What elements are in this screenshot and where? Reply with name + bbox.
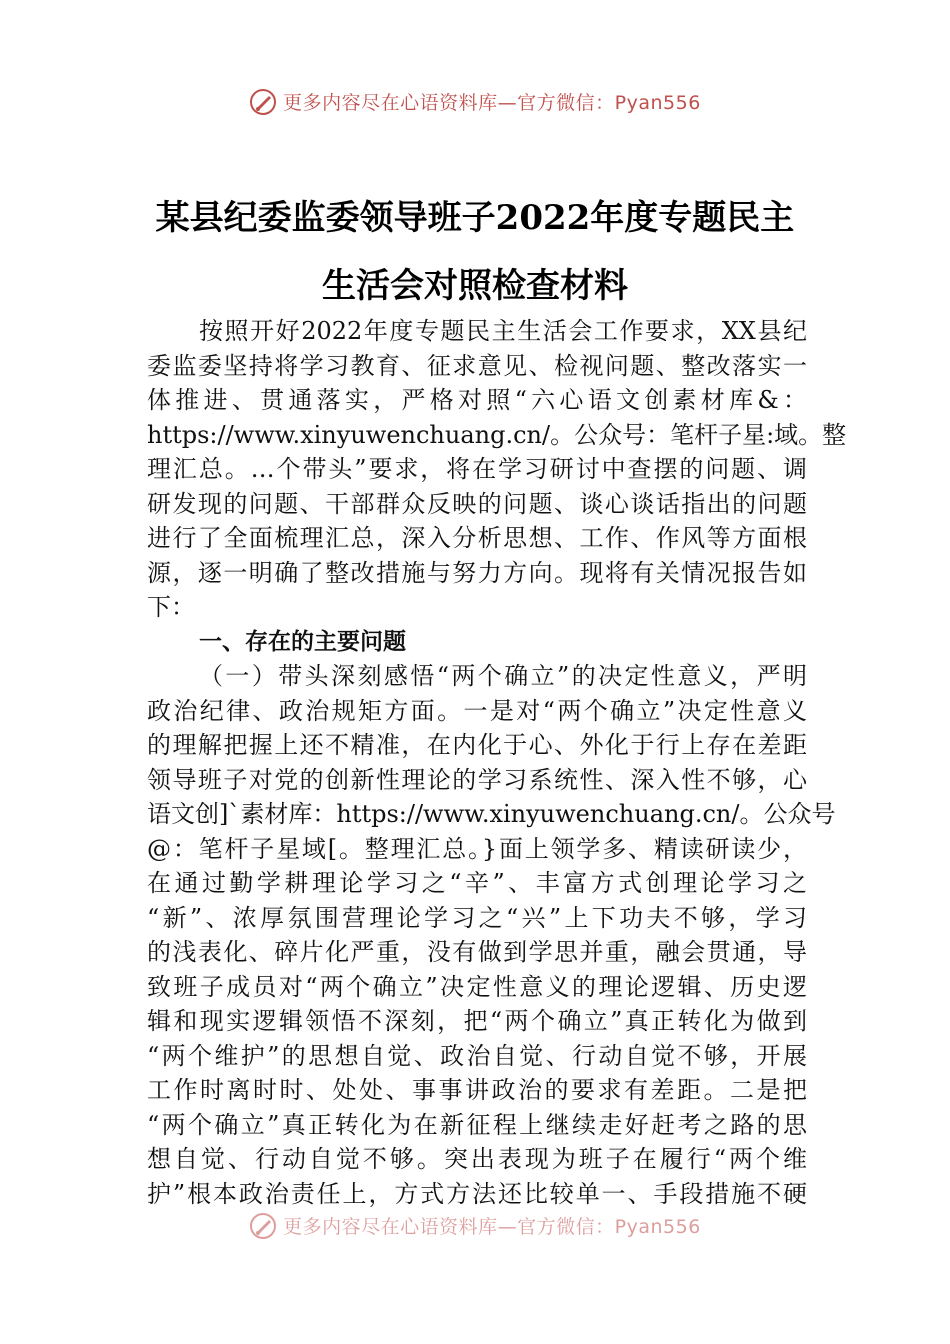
intro-line: 理汇总。…个带头”要求，将在学习研讨中查摆的问题、调 xyxy=(147,455,807,483)
section-line: “新”、浓厚氛围营理论学习之“兴”上下功夫不够，学习 xyxy=(147,903,807,932)
pen-logo-icon xyxy=(249,1212,277,1240)
header-watermark-text: 更多内容尽在心语资料库—官方微信：Pyan556 xyxy=(283,92,701,114)
document-title-line-1: 某县纪委监委领导班子2022年度专题民主 xyxy=(155,198,795,238)
section-line: 语文创]`素材库：https://www.xinyuwenchuang.cn/。公众号 xyxy=(147,800,836,828)
section-line: @：笔杆子星域[。整理汇总。}面上领学多、精读研读少， xyxy=(147,834,807,863)
intro-line: 进行了全面梳理汇总，深入分析思想、工作、作风等方面根 xyxy=(147,524,807,552)
section-line: （一）带头深刻感悟“两个确立”的决定性意义，严明 xyxy=(199,662,807,690)
section-line: 的浅表化、碎片化严重，没有做到学思并重，融会贯通，导 xyxy=(147,938,807,966)
section-line: 护”根本政治责任上，方式方法还比较单一、手段措施不硬 xyxy=(147,1179,807,1208)
section-line: “两个确立”真正转化为在新征程上继续走好赶考之路的思 xyxy=(147,1110,807,1139)
section-heading: 一、存在的主要问题 xyxy=(199,628,406,655)
section-line: 辑和现实逻辑领悟不深刻，把“两个确立”真正转化为做到 xyxy=(147,1007,807,1035)
section-line: 想自觉、行动自觉不够。突出表现为班子在履行“两个维 xyxy=(147,1145,807,1173)
section-line: “两个维护”的思想自觉、政治自觉、行动自觉不够，开展 xyxy=(147,1041,807,1070)
document-body xyxy=(147,314,847,1211)
footer-watermark-text: 更多内容尽在心语资料库—官方微信：Pyan556 xyxy=(283,1216,701,1238)
section-line: 领导班子对党的创新性理论的学习系统性、深入性不够，心 xyxy=(147,765,807,794)
document-title-line-2: 生活会对照检查材料 xyxy=(322,266,628,306)
section-line: 的理解把握上还不精准，在内化于心、外化于行上存在差距 xyxy=(147,731,807,759)
section-line: 工作时离时时、处处、事事讲政治的要求有差距。二是把 xyxy=(147,1076,807,1104)
intro-line: https://www.xinyuwenchuang.cn/。公众号：笔杆子星:域。整 xyxy=(147,420,847,449)
intro-line: 体推进、贯通落实，严格对照“六心语文创素材库&： xyxy=(147,386,807,414)
intro-line: 委监委坚持将学习教育、征求意见、检视问题、整改落实一 xyxy=(147,351,807,380)
intro-line: 按照开好2022年度专题民主生活会工作要求，XX县纪 xyxy=(199,317,807,345)
pen-logo-icon xyxy=(249,88,277,116)
intro-line: 研发现的问题、干部群众反映的问题、谈心谈话指出的问题 xyxy=(147,489,807,518)
section-line: 政治纪律、政治规矩方面。一是对“两个确立”决定性意义 xyxy=(147,696,807,725)
footer-watermark xyxy=(0,1212,950,1242)
section-line: 致班子成员对“两个确立”决定性意义的理论逻辑、历史逻 xyxy=(147,972,807,1001)
section-line: 在通过勤学耕理论学习之“辛”、丰富方式创理论学习之 xyxy=(147,869,807,897)
intro-line: 下： xyxy=(147,593,195,621)
intro-line: 源，逐一明确了整改措施与努力方向。现将有关情况报告如 xyxy=(147,558,807,587)
header-watermark xyxy=(0,88,950,118)
